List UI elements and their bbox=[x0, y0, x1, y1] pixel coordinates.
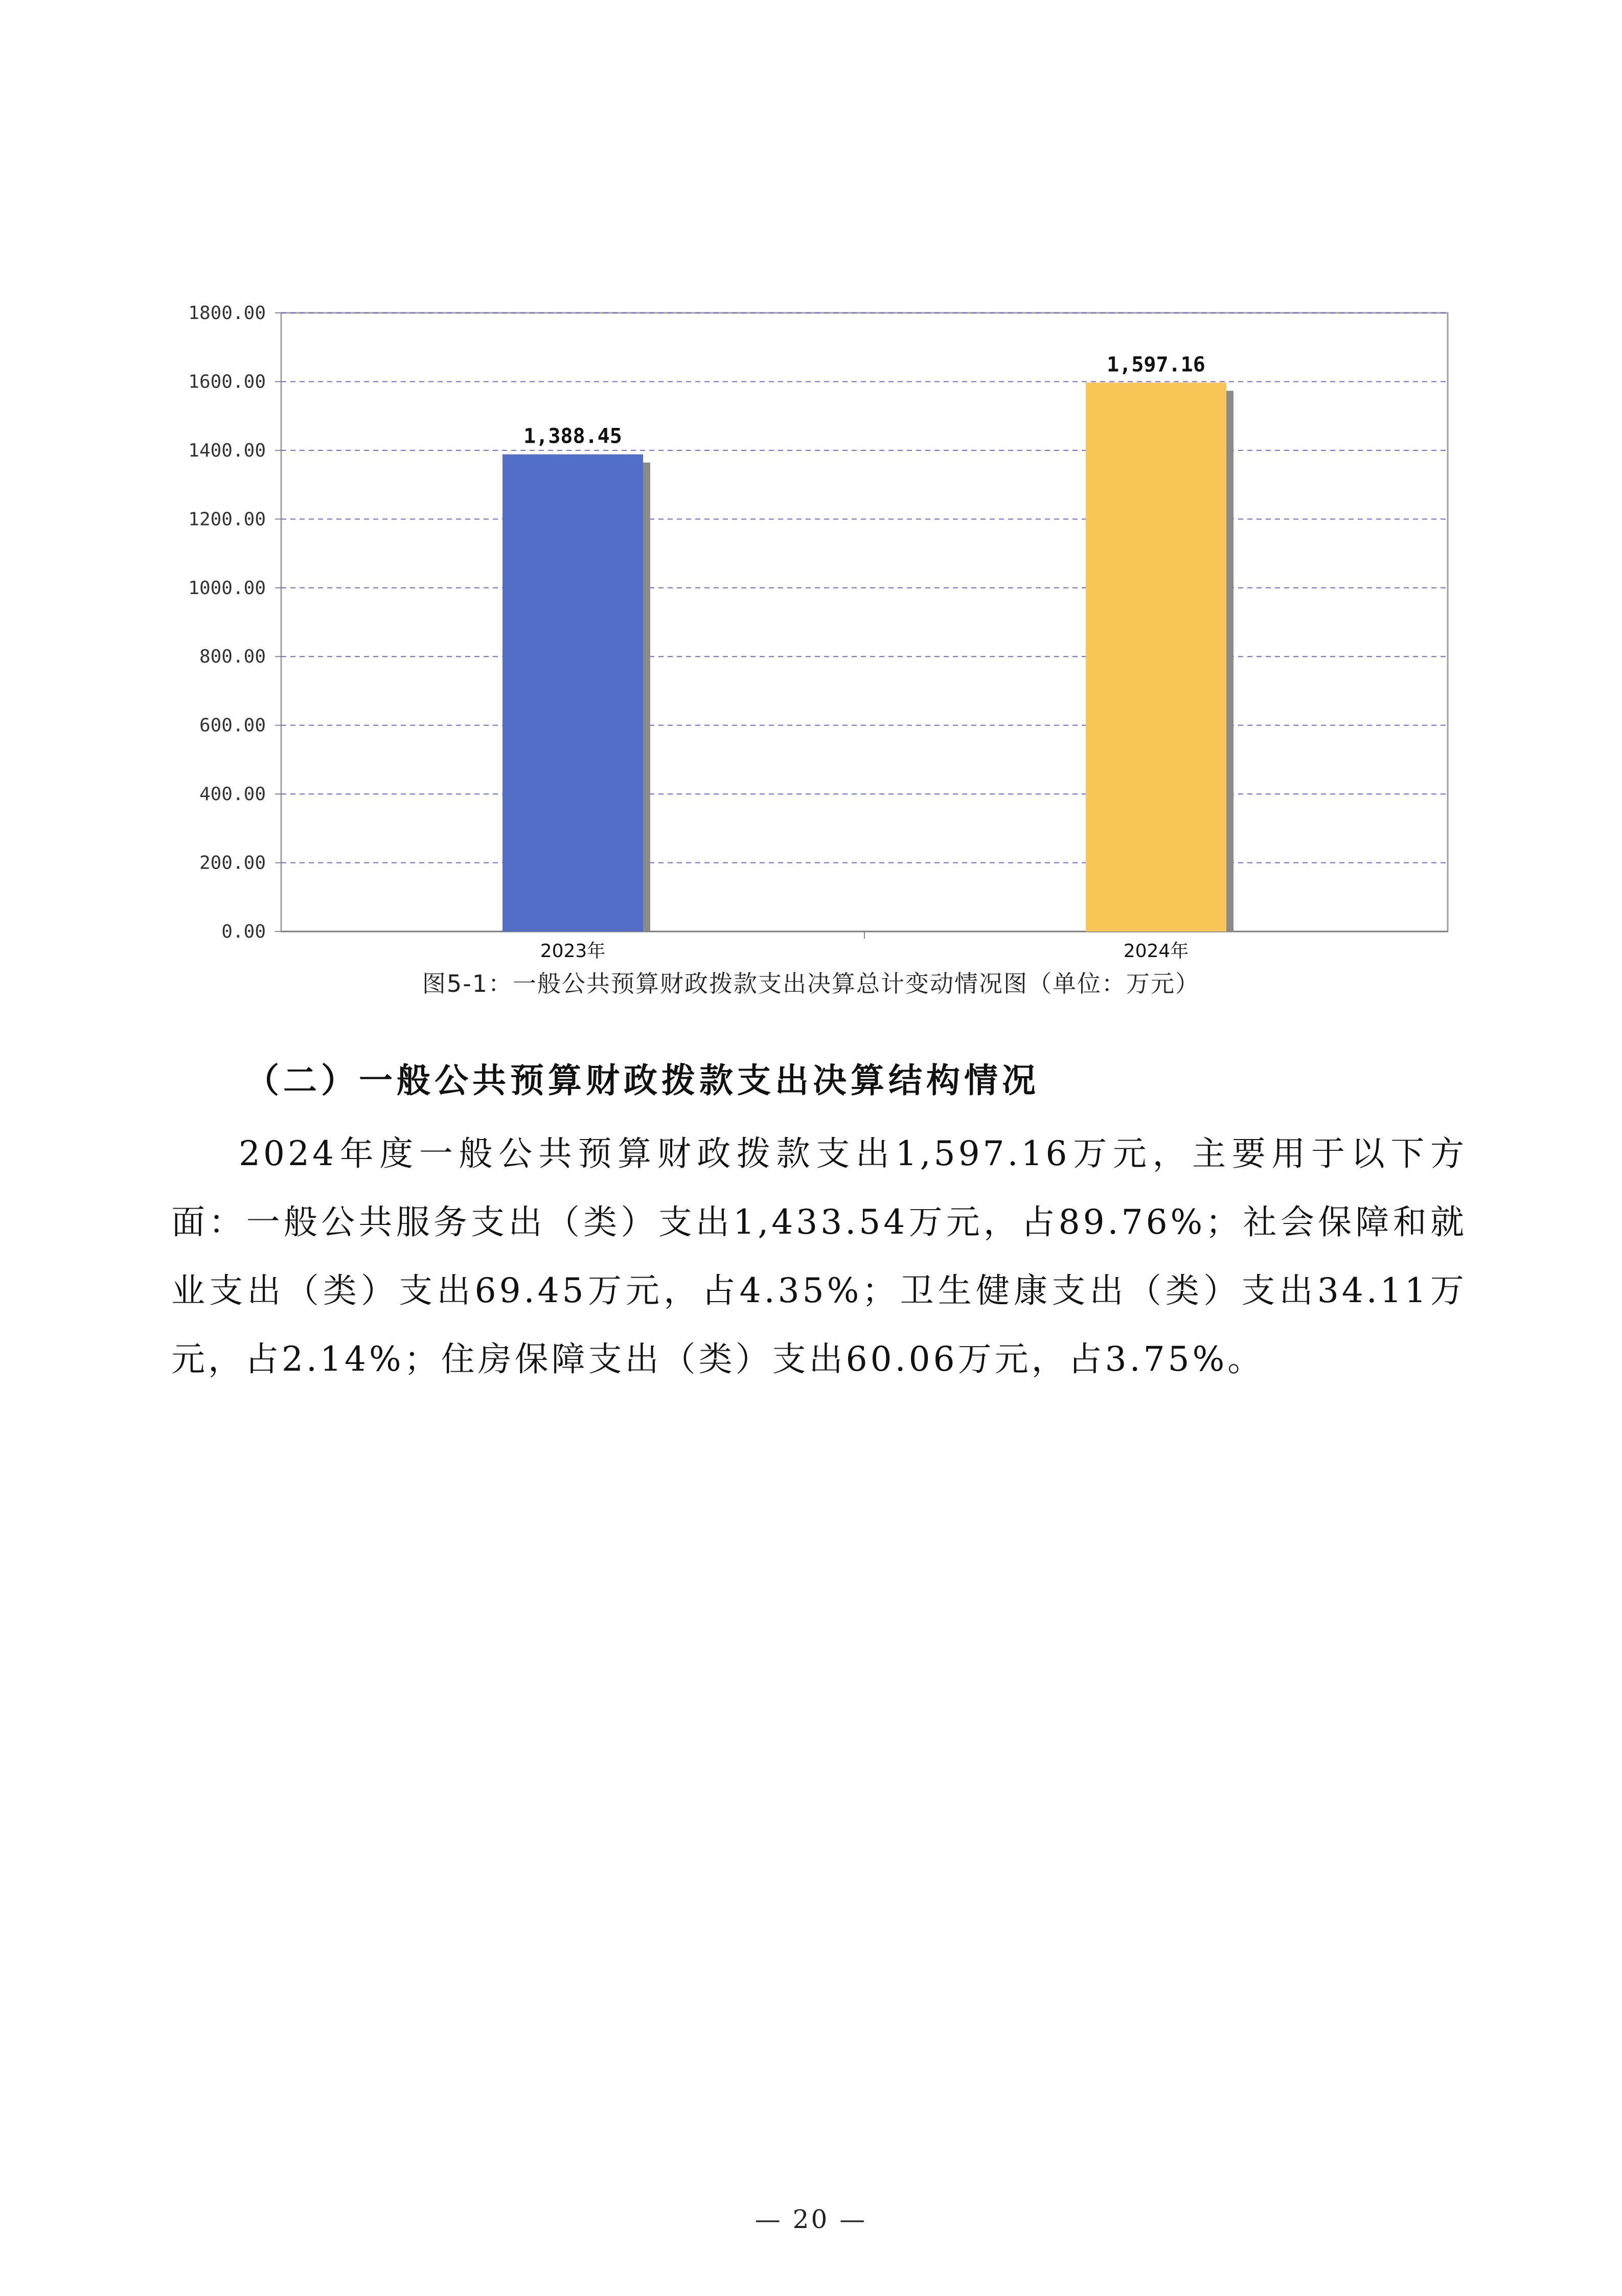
plot-area bbox=[281, 313, 1448, 931]
y-tick-label: 0.00 bbox=[221, 921, 266, 942]
y-tick-label: 1600.00 bbox=[188, 371, 266, 393]
y-tick-label: 600.00 bbox=[199, 715, 266, 736]
bar-chart bbox=[0, 0, 1622, 971]
data-label: 1,597.16 bbox=[1107, 353, 1205, 377]
y-tick-label: 1200.00 bbox=[188, 509, 266, 530]
y-tick-label: 400.00 bbox=[199, 784, 266, 805]
chart-svg bbox=[0, 0, 1622, 971]
data-label: 1,388.45 bbox=[523, 424, 622, 448]
y-tick-label: 200.00 bbox=[199, 852, 266, 874]
x-tick-label: 2024年 bbox=[1123, 941, 1189, 962]
y-tick-label: 1800.00 bbox=[188, 303, 266, 324]
y-tick-label: 800.00 bbox=[199, 646, 266, 668]
bar bbox=[502, 454, 643, 931]
section-heading: （二）一般公共预算财政拨款支出决算结构情况 bbox=[245, 1060, 1040, 1100]
page-number: — 20 — bbox=[755, 2204, 867, 2234]
figure-caption: 图5-1：一般公共预算财政拨款支出决算总计变动情况图（单位：万元） bbox=[422, 970, 1200, 997]
y-tick-label: 1400.00 bbox=[188, 440, 266, 461]
x-tick-label: 2023年 bbox=[540, 941, 606, 962]
y-tick-label: 1000.00 bbox=[188, 577, 266, 599]
body-paragraph: 2024年度一般公共预算财政拨款支出1,597.16万元，主要用于以下方面：一般公共服务支出（类）支出1,433.54万元，占89.76%；社会保障和就业支出（类）支出69.45万元，占4.35%；卫生健康支出（类）支出34.11万元，占2.14%；住房保障支出（类）支出60.06万元，占3.75%。 bbox=[171, 1134, 1467, 1379]
bar bbox=[1086, 382, 1226, 931]
